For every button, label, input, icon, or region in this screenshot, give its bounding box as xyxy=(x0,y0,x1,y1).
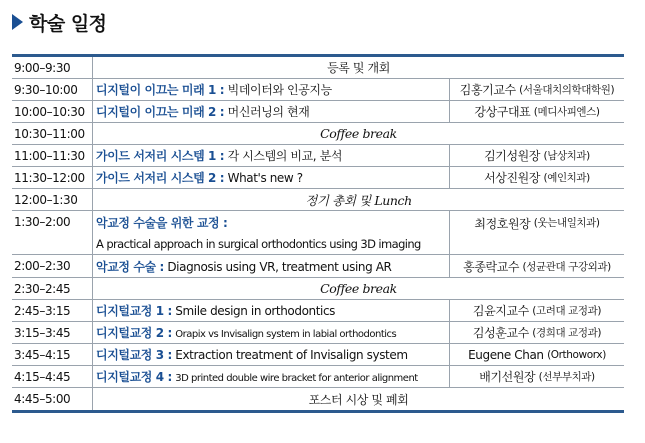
topic-cell xyxy=(93,167,450,188)
time-cell: 11:30–12:00 xyxy=(14,170,85,185)
topic-text: 각 시스템의 비교, 분석 xyxy=(227,149,343,163)
speaker-cell xyxy=(450,211,624,254)
speaker-name: 김윤지교수 xyxy=(472,304,529,318)
session-label: 가이드 서저리 시스템 2 : xyxy=(96,171,225,185)
topic-cell xyxy=(93,101,450,122)
session-label: 디지털이 이끄는 미래 2 : xyxy=(96,105,225,119)
topic-text: 3D printed double wire bracket for anterior alignment xyxy=(175,373,418,384)
table-row xyxy=(12,101,624,123)
speaker-cell xyxy=(450,167,624,188)
speaker-name: 김성훈교수 xyxy=(472,326,529,340)
speaker-name: 홍종락교수 xyxy=(463,259,520,274)
table-row xyxy=(12,123,624,145)
speaker-name: 배기선원장 xyxy=(479,370,536,384)
time-cell: 4:15–4:45 xyxy=(14,369,71,384)
table-row xyxy=(12,255,624,278)
event-cell: Coffee break xyxy=(320,126,397,141)
table-row xyxy=(12,344,624,366)
speaker-affiliation: (웃는내일치과) xyxy=(533,217,600,229)
topic-cell xyxy=(93,255,450,277)
event-cell: 정기 총회 및 Lunch xyxy=(305,192,412,208)
topic-cell xyxy=(93,300,450,321)
topic-text: 머신러닝의 현재 xyxy=(227,105,310,119)
session-label: 가이드 서저리 시스템 1 : xyxy=(96,149,225,163)
topic-text: Smile design in orthodontics xyxy=(175,304,336,318)
table-row xyxy=(12,322,624,344)
speaker-affiliation: (남상치과) xyxy=(543,150,590,162)
triangle-bullet-icon xyxy=(12,14,23,30)
speaker-cell xyxy=(450,366,624,387)
time-cell: 2:30–2:45 xyxy=(14,281,71,296)
time-cell: 2:00–2:30 xyxy=(14,259,71,273)
topic-cell xyxy=(93,211,450,254)
speaker-affiliation: (선부부치과) xyxy=(538,371,595,383)
speaker-affiliation: (고려대 교정과) xyxy=(532,305,602,317)
time-cell: 10:30–11:00 xyxy=(14,126,85,141)
topic-cell xyxy=(93,145,450,166)
session-label: 디지털교정 4 : xyxy=(96,370,172,384)
speaker-affiliation: (서울대치의학대학원) xyxy=(519,84,615,96)
event-cell: 포스터 시상 및 폐회 xyxy=(308,392,409,407)
topic-text: Extraction treatment of Invisalign system xyxy=(175,348,408,362)
speaker-name: 강상구대표 xyxy=(474,105,531,119)
session-label: 악교정 수술 : xyxy=(96,259,164,274)
speaker-name: 김홍기교수 xyxy=(459,83,516,97)
topic-text: 빅데이터와 인공지능 xyxy=(227,83,332,97)
speaker-cell xyxy=(450,300,624,321)
time-cell: 10:00–10:30 xyxy=(14,104,85,119)
schedule-table xyxy=(12,54,624,413)
table-row xyxy=(12,57,624,79)
topic-text: What's new ? xyxy=(227,171,303,185)
speaker-name: 서상진원장 xyxy=(484,171,541,185)
event-cell: Coffee break xyxy=(320,281,397,296)
speaker-name: Eugene Chan xyxy=(468,347,544,362)
speaker-cell xyxy=(450,79,624,100)
table-row xyxy=(12,189,624,211)
speaker-affiliation: (메디사피엔스) xyxy=(533,106,600,118)
session-label: 악교정 수술을 위한 교정 : xyxy=(96,216,228,230)
table-row xyxy=(12,366,624,388)
speaker-cell xyxy=(450,145,624,166)
speaker-affiliation: (예인치과) xyxy=(543,172,590,184)
table-row xyxy=(12,167,624,189)
table-row xyxy=(12,145,624,167)
event-cell: 등록 및 개회 xyxy=(327,61,390,75)
session-label: 디지털이 이끄는 미래 1 : xyxy=(96,83,225,97)
time-cell: 9:30–10:00 xyxy=(14,82,78,97)
time-cell: 3:45–4:15 xyxy=(14,347,71,362)
topic-text: A practical approach in surgical orthodontics using 3D imaging xyxy=(96,237,421,251)
time-cell: 4:45–5:00 xyxy=(14,392,71,406)
speaker-affiliation: (경희대 교정과) xyxy=(532,327,602,339)
time-cell: 11:00–11:30 xyxy=(14,148,85,163)
table-row xyxy=(12,79,624,101)
speaker-cell xyxy=(450,101,624,122)
table-row xyxy=(12,300,624,322)
topic-cell xyxy=(93,322,450,343)
section-title: 학술 일정 xyxy=(29,12,107,35)
speaker-affiliation: (성균관대 구강외과) xyxy=(522,260,611,273)
topic-cell xyxy=(93,79,450,100)
speaker-cell xyxy=(450,322,624,343)
time-cell: 2:45–3:15 xyxy=(14,303,71,318)
bottom-rule xyxy=(12,410,624,413)
table-row xyxy=(12,211,624,255)
table-row xyxy=(12,388,624,410)
speaker-affiliation: (Orthoworx) xyxy=(547,348,606,361)
time-cell: 3:15–3:45 xyxy=(14,325,71,340)
topic-cell xyxy=(93,344,450,365)
speaker-cell xyxy=(450,344,624,365)
topic-cell xyxy=(93,366,450,387)
section-heading xyxy=(12,8,107,36)
table-row xyxy=(12,278,624,300)
time-cell: 1:30–2:00 xyxy=(14,215,71,229)
speaker-name: 최정호원장 xyxy=(474,217,531,231)
topic-text: Diagnosis using VR, treatment using AR xyxy=(167,259,392,274)
session-label: 디지털교정 1 : xyxy=(96,304,172,318)
session-label: 디지털교정 2 : xyxy=(96,326,172,340)
time-cell: 12:00–1:30 xyxy=(14,192,78,207)
speaker-cell xyxy=(450,255,624,277)
time-cell: 9:00–9:30 xyxy=(14,60,71,75)
topic-text: Orapix vs Invisalign system in labial orthodontics xyxy=(175,329,397,340)
speaker-name: 김기성원장 xyxy=(484,149,541,163)
session-label: 디지털교정 3 : xyxy=(96,348,172,362)
